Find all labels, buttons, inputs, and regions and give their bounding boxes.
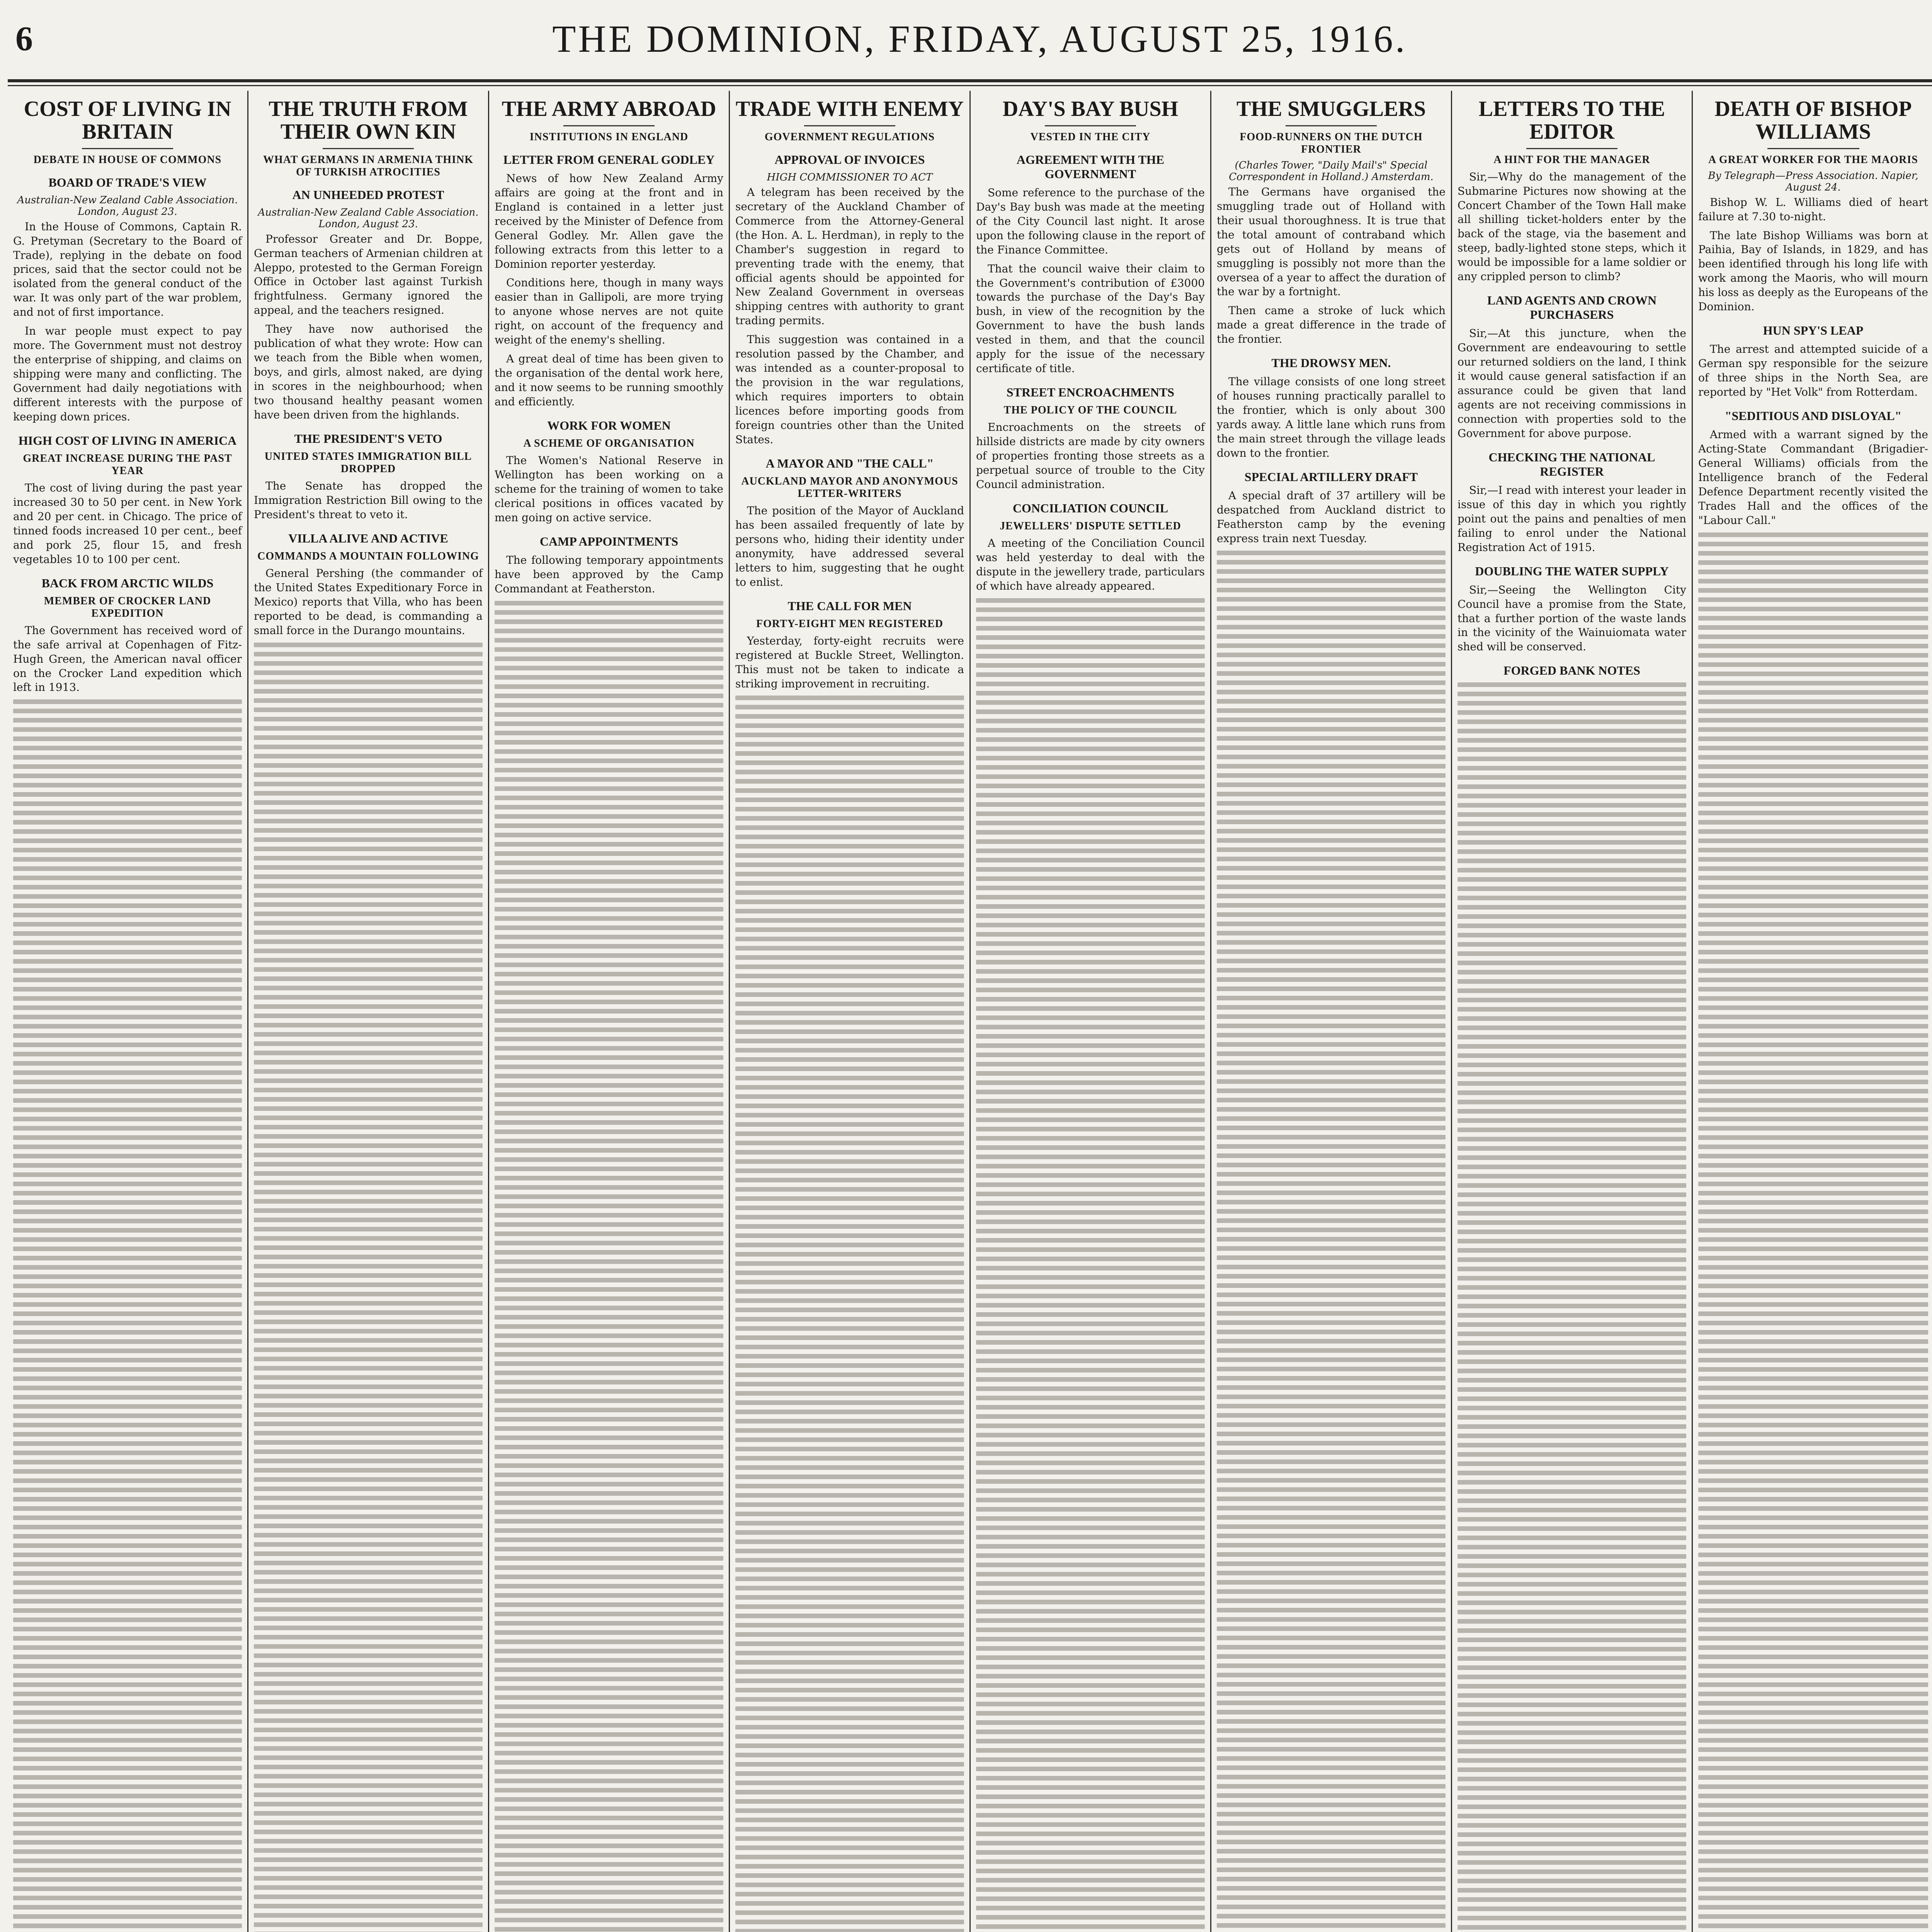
column-7-subhead-3: DOUBLING THE WATER SUPPLY (1475, 564, 1669, 578)
column-3-deck: INSTITUTIONS IN ENGLAND (529, 131, 689, 143)
column-5-paragraph-4: A meeting of the Conciliation Council was held yesterday to deal with the dispute in the jewellery trade, particulars of which have already appeared. (976, 536, 1205, 592)
column-3-subhead: LETTER FROM GENERAL GODLEY (503, 152, 715, 167)
column-8-subhead-3: "SEDITIOUS AND DISLOYAL" (1725, 409, 1902, 423)
column-7-paragraph-4: Sir,—Seeing the Wellington City Council have a promise from the State, that a further portion of the waste lands in the vicinity of the Wainuiomata water shed will be conserved. (1458, 583, 1686, 653)
column-2-rule (323, 148, 414, 149)
column-5-rule (1045, 125, 1136, 126)
column-3-headline: THE ARMY ABROAD (502, 97, 716, 121)
column-2-subhead-2: THE PRESIDENT'S VETO (294, 431, 442, 446)
column-6-subhead-2: THE DROWSY MEN. (1271, 356, 1391, 370)
column-4-paragraph-4: Yesterday, forty-eight recruits were registered at Buckle Street, Wellington. This must not be taken to indicate a striking improvement in recruiting. (735, 634, 964, 690)
column-3 (489, 91, 730, 1932)
column-7-subhead-4: FORGED BANK NOTES (1503, 663, 1640, 678)
column-7 (1452, 91, 1693, 1932)
column-5-paragraph-1: Some reference to the purchase of the Day's Bay bush was made at the meeting of the City Council last night. It arose upon the following clause in the report of the Finance Committee. (976, 186, 1205, 256)
column-6 (1211, 91, 1452, 1932)
column-3-paragraph-5: The following temporary appointments have been approved by the Camp Commandant at Featherston. (495, 553, 723, 595)
column-6-paragraph-4: A special draft of 37 artillery will be despatched from Auckland district to Featherston camp by the evening express train next Tuesday. (1217, 489, 1446, 545)
column-2-subhead: AN UNHEEDED PROTEST (292, 187, 444, 202)
masthead-rule (8, 79, 1932, 82)
column-1-deck: DEBATE IN HOUSE OF COMMONS (33, 153, 222, 166)
column-1-deck-3: MEMBER OF CROCKER LAND EXPEDITION (44, 595, 211, 619)
column-8-headline: DEATH OF BISHOP WILLIAMS (1714, 97, 1912, 144)
column-4-subhead-3: THE CALL FOR MEN (787, 599, 912, 613)
column-5-subhead: AGREEMENT WITH THE GOVERNMENT (1016, 152, 1165, 181)
column-7-paragraph-1: Sir,—Why do the management of the Submarine Pictures now showing at the Concert Chamber of the Town Hall make all shilling ticket-holders enter by the back of the stage, via the basement and steep, badly-lighted stone steps, which it would be impossible for a lame soldier or any crippled person to climb? (1458, 170, 1686, 283)
column-5-subhead-3: CONCILIATION COUNCIL (1012, 501, 1168, 515)
column-4-filler (735, 696, 964, 1932)
column-1-paragraph-4: The Government has received word of the safe arrival at Copenhagen of Fitz-Hugh Green, the American naval officer on the Crocker Land expedition which left in 1913. (13, 624, 242, 694)
columns-container (8, 91, 1932, 1932)
column-6-deck: FOOD-RUNNERS ON THE DUTCH FRONTIER (1240, 131, 1423, 155)
column-6-headline: THE SMUGGLERS (1236, 97, 1426, 121)
column-5-deck: VESTED IN THE CITY (1030, 131, 1151, 143)
column-3-subhead-2: WORK FOR WOMEN (547, 418, 671, 433)
column-4-subhead-2: A MAYOR AND "THE CALL" (765, 456, 934, 470)
column-4-dateline: HIGH COMMISSIONER TO ACT (767, 171, 933, 183)
column-2-deck-3: COMMANDS A MOUNTAIN FOLLOWING (257, 550, 479, 562)
column-8-paragraph-1: Bishop W. L. Williams died of heart failure at 7.30 to-night. (1698, 196, 1928, 223)
column-5 (971, 91, 1211, 1932)
column-7-rule (1526, 148, 1618, 149)
column-2-deck: WHAT GERMANS IN ARMENIA THINK OF TURKISH ATROCITIES (263, 153, 473, 178)
column-5-deck-2: THE POLICY OF THE COUNCIL (1003, 404, 1177, 417)
column-7-subhead: LAND AGENTS AND CROWN PURCHASERS (1487, 293, 1657, 322)
column-2-paragraph-2: They have now authorised the publication of what they wrote: How can we teach from the Bible when women, boys, and girls, almost naked, are dying in scores in the neighbourhood; when two thousand healthy peasant women have been driven from the highlands. (254, 323, 483, 422)
column-3-subhead-3: CAMP APPOINTMENTS (539, 534, 679, 548)
column-5-paragraph-2: That the council waive their claim to the Government's contribution of £3000 towards the purchase of the Day's Bay bush, in view of the recognition by the Government to have the bush lands vested in them, and that the council apply for the issue of the necessary certificate of title. (976, 262, 1205, 375)
column-5-deck-3: JEWELLERS' DISPUTE SETTLED (1000, 520, 1181, 532)
column-1-rule (82, 148, 173, 149)
column-8-dateline: By Telegraph—Press Association. Napier, August 24. (1708, 170, 1918, 193)
column-4-subhead: APPROVAL OF INVOICES (774, 152, 925, 167)
column-8-filler (1698, 532, 1928, 1932)
column-1-headline: COST OF LIVING IN BRITAIN (24, 97, 231, 144)
column-8-deck: A GREAT WORKER FOR THE MAORIS (1708, 153, 1918, 166)
column-4-deck-2: AUCKLAND MAYOR AND ANONYMOUS LETTER-WRITERS (741, 475, 958, 500)
page-number: 6 (15, 19, 33, 58)
paper-title: THE DOMINION, FRIDAY, AUGUST 25, 1916. (552, 17, 1407, 60)
column-1-deck-2: GREAT INCREASE DURING THE PAST YEAR (23, 452, 232, 477)
column-1-paragraph-1: In the House of Commons, Captain R. G. Pretyman (Secretary to the Board of Trade), replying in the debate on food prices, said that the sector could not be isolated from the general conduct of the war. It was only part of the war problem, and not of first importance. (13, 220, 242, 319)
column-3-filler (495, 601, 723, 1932)
column-7-paragraph-2: Sir,—At this juncture, when the Government are endeavouring to settle our returned soldiers on the land, I think it would cause general satisfaction if an assurance could be given that land agents are not receiving commissions in connection with properties sold to the Government for above purpose. (1458, 327, 1686, 440)
column-4-rule (804, 125, 896, 126)
column-4-paragraph-1: A telegram has been received by the secretary of the Auckland Chamber of Commerce from the Attorney-General (the Hon. A. L. Herdman), in reply to the Chamber's suggestion in regard to preventing trade with the enemy, that official agents should be appointed for New Zealand Government in overseas shipping centres with authority to grant trading permits. (735, 185, 964, 327)
column-3-rule (563, 125, 655, 126)
column-3-deck-2: A SCHEME OF ORGANISATION (523, 437, 695, 450)
column-3-paragraph-2: Conditions here, though in many ways easier than in Gallipoli, are more trying to anyone whose nerves are not quite right, on account of the frequency and weight of the enemy's shelling. (495, 276, 723, 347)
column-1-subhead-2: HIGH COST OF LIVING IN AMERICA (18, 433, 237, 447)
column-3-paragraph-4: The Women's National Reserve in Wellington has been working on a scheme for the training of women to take clerical positions in offices vacated by men going on active service. (495, 454, 723, 524)
column-8-paragraph-2: The late Bishop Williams was born at Paihia, Bay of Islands, in 1829, and has been identified through his long life with work among the Maoris, who will mourn his loss as deeply as the Europeans of the Dominion. (1698, 229, 1928, 313)
column-7-filler (1458, 682, 1686, 1932)
column-1-subhead: BOARD OF TRADE'S VIEW (48, 175, 207, 189)
column-4-paragraph-3: The position of the Mayor of Auckland has been assailed frequently of late by persons who, hiding their identity under anonymity, have addressed several letters to him, suggesting that he ought to enlist. (735, 504, 964, 588)
column-8-paragraph-4: Armed with a warrant signed by the Acting-State Commandant (Brigadier-General Williams) officials from the Intelligence branch of the Federal Defence Department recently visited the Trades Hall and the offices of the "Labour Call." (1698, 428, 1928, 527)
masthead-rule-thin (8, 85, 1932, 86)
column-3-paragraph-1: News of how New Zealand Army affairs are going at the front and in England is contained in a letter just received by the Minister of Defence from General Godley. Mr. Allen gave the following extracts from this letter to a Dominion reporter yesterday. (495, 172, 723, 270)
column-2 (248, 91, 489, 1932)
column-4 (730, 91, 971, 1932)
column-6-paragraph-3: The village consists of one long street of houses running practically parallel to the frontier, which is only about 300 yards away. A little lane which runs from the main street through the village leads down to the frontier. (1217, 375, 1446, 460)
column-4-deck-3: FORTY-EIGHT MEN REGISTERED (756, 617, 943, 630)
column-2-deck-2: UNITED STATES IMMIGRATION BILL DROPPED (264, 450, 472, 475)
masthead (0, 0, 1932, 77)
column-7-subhead-2: CHECKING THE NATIONAL REGISTER (1488, 450, 1655, 478)
column-1 (8, 91, 248, 1932)
column-2-subhead-3: VILLA ALIVE AND ACTIVE (288, 531, 448, 545)
column-5-paragraph-3: Encroachments on the streets of hillside districts are made by city owners of properties fronting those streets as a perpetual source of trouble to the City Council administration. (976, 421, 1205, 491)
column-6-subhead-3: SPECIAL ARTILLERY DRAFT (1244, 470, 1418, 484)
column-4-paragraph-2: This suggestion was contained in a resolution passed by the Chamber, and was intended as a counter-proposal to the provision in the war regulations, which requires importers to obtain licences before importing goods from foreign countries other than the United States. (735, 333, 964, 446)
column-2-dateline: Australian-New Zealand Cable Association. London, August 23. (258, 206, 479, 230)
column-6-rule (1286, 125, 1377, 126)
column-2-headline: THE TRUTH FROM THEIR OWN KIN (269, 97, 468, 144)
column-4-headline: TRADE WITH ENEMY (735, 97, 964, 121)
column-4-deck: GOVERNMENT REGULATIONS (764, 131, 935, 143)
column-8 (1693, 91, 1932, 1932)
column-1-paragraph-3: The cost of living during the past year increased 30 to 50 per cent. in New York and 20 per cent. in Chicago. The price of tinned foods increased 10 per cent., beef and pork 25, flour 15, and fresh vegetables 10 to 100 per cent. (13, 481, 242, 566)
column-7-deck: A HINT FOR THE MANAGER (1493, 153, 1650, 166)
column-5-headline: DAY'S BAY BUSH (1002, 97, 1179, 121)
column-5-filler (976, 598, 1205, 1932)
column-7-paragraph-3: Sir,—I read with interest your leader in issue of this day in which you rightly point out the pains and penalties of men failing to enrol under the National Registration Act of 1915. (1458, 483, 1686, 554)
column-6-filler (1217, 551, 1446, 1932)
column-6-dateline: (Charles Tower, "Daily Mail's" Special Correspondent in Holland.) Amsterdam. (1229, 159, 1434, 183)
column-2-paragraph-4: General Pershing (the commander of the United States Expeditionary Force in Mexico) reports that Villa, who has been reported to be dead, is commanding a small force in the Durango mountains. (254, 566, 483, 637)
column-6-paragraph-2: Then came a stroke of luck which made a great difference in the trade of the frontier. (1217, 304, 1446, 346)
column-1-paragraph-2: In war people must expect to pay more. The Government must not destroy the enterprise of shipping, and claims on shipping were many and conflicting. The Government had daily negotiations with different interests with the purpose of keeping down prices. (13, 325, 242, 423)
column-6-paragraph-1: The Germans have organised the smuggling trade out of Holland with their usual thoroughness. It is true that the total amount of contraband which gets out of Holland by means of smuggling is possibly not more than the oversea of a year to affect the duration of the war by a fortnight. (1217, 185, 1446, 298)
column-2-filler (254, 643, 483, 1932)
column-2-paragraph-3: The Senate has dropped the Immigration Restriction Bill owing to the President's threat to veto it. (254, 479, 483, 521)
column-1-dateline: Australian-New Zealand Cable Association. London, August 23. (17, 194, 238, 218)
column-8-paragraph-3: The arrest and attempted suicide of a German spy responsible for the seizure of three ships in the North Sea, are reported by "Het Volk" from Rotterdam. (1698, 343, 1928, 399)
column-3-paragraph-3: A great deal of time has been given to the organisation of the dental work here, and it now seems to be running smoothly and efficiently. (495, 352, 723, 408)
column-5-subhead-2: STREET ENCROACHMENTS (1006, 385, 1175, 400)
column-8-rule (1767, 148, 1859, 149)
column-1-subhead-3: BACK FROM ARCTIC WILDS (41, 576, 214, 590)
column-1-filler (13, 699, 242, 1932)
column-2-paragraph-1: Professor Greater and Dr. Boppe, German teachers of Armenian children at Aleppo, protested to the German Foreign Office in October last against Turkish frightfulness. Germany ignored the appeal, and the teachers resigned. (254, 232, 483, 317)
column-7-headline: LETTERS TO THE EDITOR (1478, 97, 1665, 144)
column-8-subhead-2: HUN SPY'S LEAP (1763, 323, 1864, 338)
